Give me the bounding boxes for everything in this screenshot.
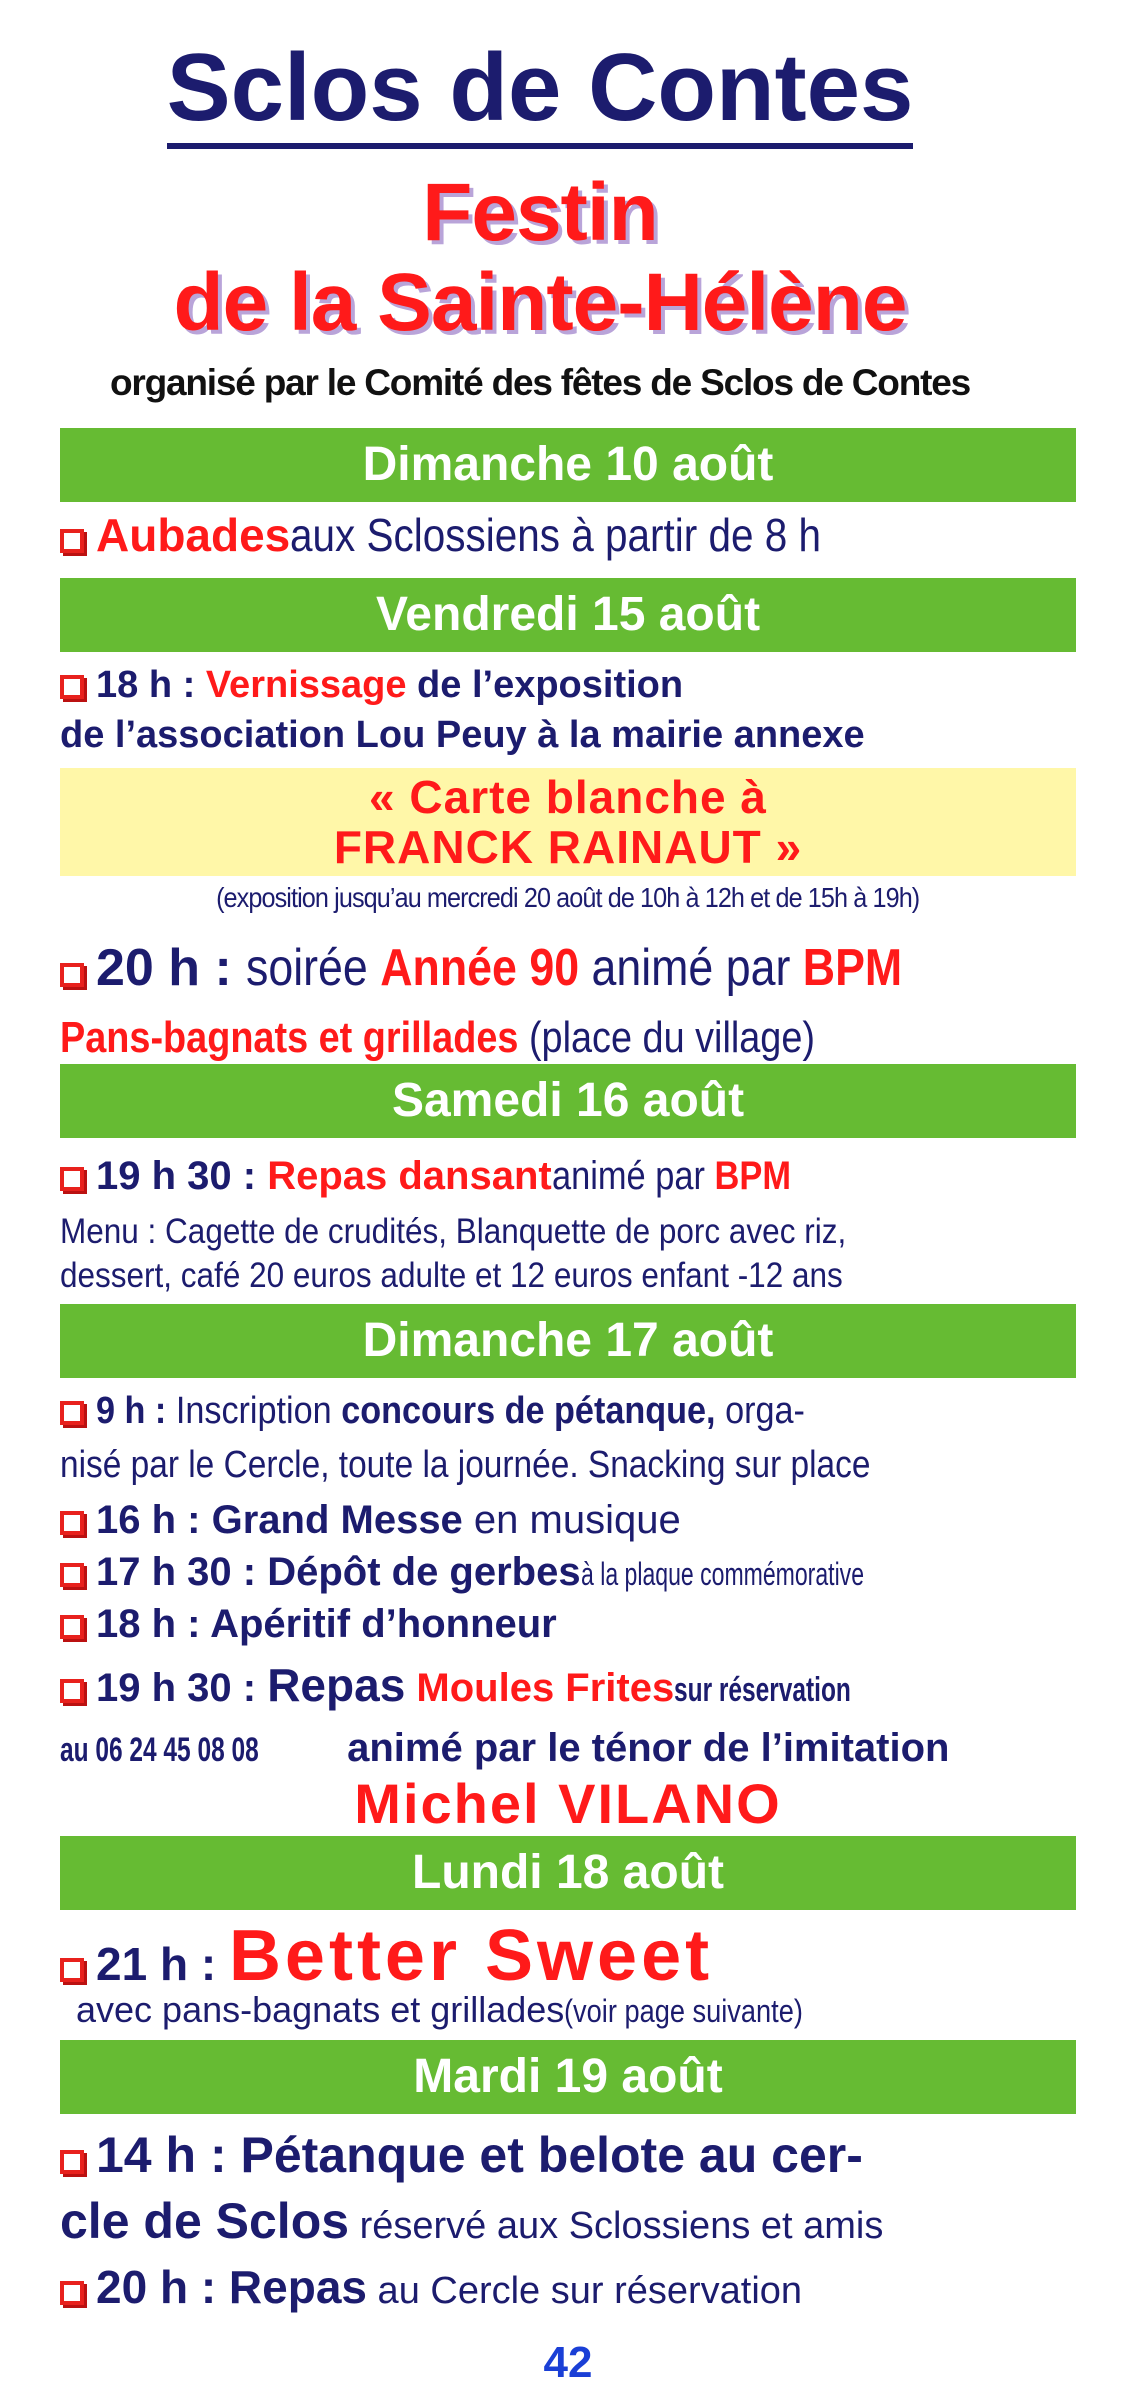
checkbox-icon <box>60 1511 84 1535</box>
soiree-item: 20 h : soirée Année 90 animé par BPM <box>60 942 1076 994</box>
vernissage-item: 18 h : Vernissage de l’exposition <box>60 666 1076 704</box>
checkbox-icon <box>60 1401 84 1425</box>
concert-line2: avec pans-bagnats et grillades(voir page suivante) <box>76 1989 804 2030</box>
repas-cercle-item: 20 h : Repas au Cercle sur réservation <box>60 2264 1076 2310</box>
petanque-belote-item: 14 h : Pétanque et belote au cer- <box>60 2130 1076 2180</box>
repas-line2: au 06 24 45 08 08 animé par le ténor de l’imitation <box>60 1726 950 1770</box>
highlight-line2: FRANCK RAINAUT » <box>333 821 803 873</box>
checkbox-icon <box>60 1563 84 1587</box>
artist-name: Michel VILANO <box>354 1772 782 1835</box>
depot-gerbes-item: 17 h 30 : Dépôt de gerbesà la plaque commémorative <box>60 1552 1076 1592</box>
day-header-mardi-19: Mardi 19 août <box>60 2040 1076 2114</box>
checkbox-icon <box>60 2281 84 2305</box>
vernissage-line2: de l’association Lou Peuy à la mairie annexe <box>60 714 865 756</box>
checkbox-icon <box>60 1679 84 1703</box>
petanque-concours-item: 9 h : Inscription concours de pétanque, orga- <box>60 1392 1076 1430</box>
page-title: Sclos de Contes <box>0 40 1080 136</box>
highlight-line1: « Carte blanche à <box>369 771 767 823</box>
festin-title: Festin <box>422 167 658 258</box>
menu-line2: dessert, café 20 euros adulte et 12 euros enfant -12 ans <box>60 1256 843 1295</box>
day-header-lundi-18: Lundi 18 août <box>60 1836 1076 1910</box>
petanque-line2: nisé par le Cercle, toute la journée. Snacking sur place <box>60 1444 871 1486</box>
checkbox-icon <box>60 1167 84 1191</box>
checkbox-icon <box>60 1958 84 1982</box>
day-header-samedi-16: Samedi 16 août <box>60 1064 1076 1138</box>
checkbox-icon <box>60 529 84 553</box>
aperitif-item: 18 h : Apéritif d’honneur <box>60 1604 1076 1644</box>
checkbox-icon <box>60 1615 84 1639</box>
day-header-vendredi-15: Vendredi 15 août <box>60 578 1076 652</box>
checkbox-icon <box>60 963 84 987</box>
day-header-dimanche-17: Dimanche 17 août <box>60 1304 1076 1378</box>
petanque-belote-line2: cle de Sclos réservé aux Sclossiens et amis <box>60 2193 884 2249</box>
day-header-dimanche-10: Dimanche 10 août <box>60 428 1076 502</box>
aubades-item: Aubadesaux Sclossiens à partir de 8 h <box>60 512 1076 558</box>
highlight-box <box>60 768 1076 876</box>
page-number: 42 <box>543 2338 593 2387</box>
repas-moules-item: 19 h 30 : Repas Moules Fritessur réservation <box>60 1662 1076 1708</box>
checkbox-icon <box>60 2150 84 2174</box>
exposition-note: (exposition jusqu’au mercredi 20 août de 10h à 12h et de 15h à 19h) <box>216 882 920 913</box>
repas-dansant-item: 19 h 30 : Repas dansantanimé par BPM <box>60 1156 1076 1196</box>
concert-item: 21 h : Better Sweet <box>60 1920 1076 1992</box>
organizer-line: organisé par le Comité des fêtes de Sclos de Contes <box>110 362 970 403</box>
checkbox-icon <box>60 675 84 699</box>
menu-line1: Menu : Cagette de crudités, Blanquette de porc avec riz, <box>60 1212 847 1251</box>
festin-subtitle: de la Sainte-Hélène <box>173 257 907 348</box>
messe-item: 16 h : Grand Messe en musique <box>60 1500 1076 1540</box>
soiree-line2: Pans-bagnats et grillades (place du village) <box>60 1013 816 1062</box>
